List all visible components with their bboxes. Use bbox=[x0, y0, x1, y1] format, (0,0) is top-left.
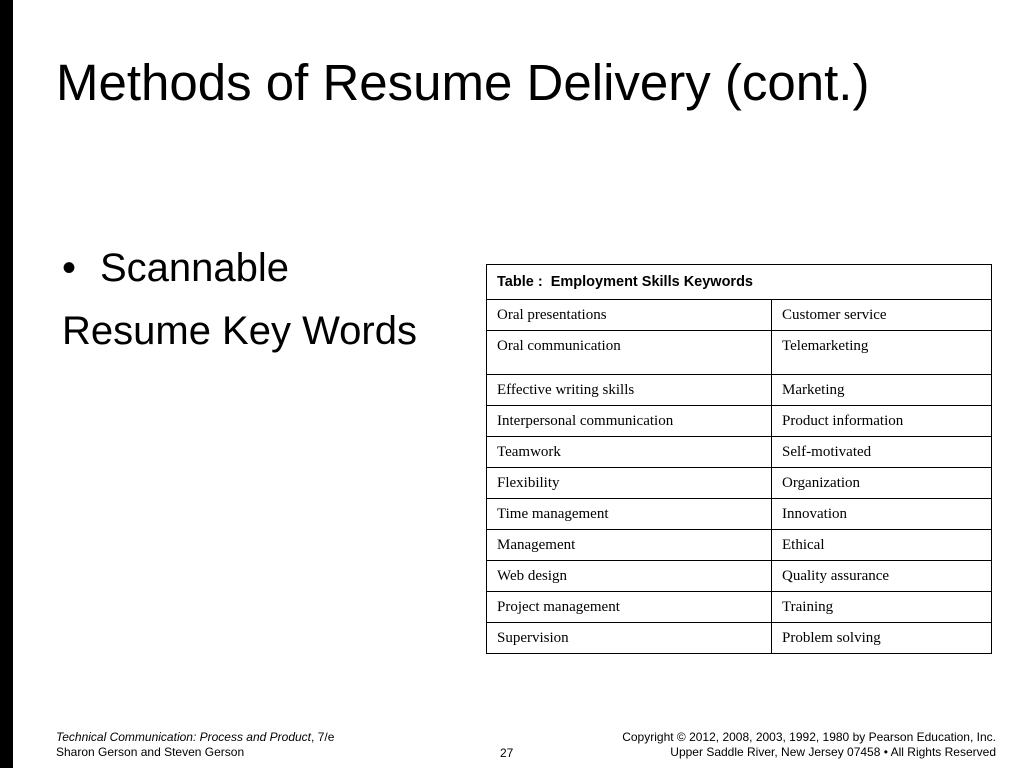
table-cell: Self-motivated bbox=[772, 437, 992, 468]
table-cell: Marketing bbox=[772, 375, 992, 406]
table-row bbox=[487, 499, 992, 530]
table-cell: Management bbox=[487, 530, 772, 561]
page-number: 27 bbox=[500, 746, 514, 760]
footer-book-title: Technical Communication: Process and Product bbox=[56, 730, 312, 744]
table-cell: Quality assurance bbox=[772, 561, 992, 592]
subheading: Resume Key Words bbox=[62, 309, 417, 353]
table-cell: Product information bbox=[772, 406, 992, 437]
table-cell: Organization bbox=[772, 468, 992, 499]
table-cell: Training bbox=[772, 592, 992, 623]
table-cell: Effective writing skills bbox=[487, 375, 772, 406]
table-caption-title: Employment Skills Keywords bbox=[550, 274, 753, 290]
table-cell: Supervision bbox=[487, 623, 772, 654]
footer-authors: Sharon Gerson and Steven Gerson bbox=[56, 745, 245, 759]
table-cell: Problem solving bbox=[772, 623, 992, 654]
table-cell: Oral presentations bbox=[487, 300, 772, 331]
table-row bbox=[487, 530, 992, 561]
table-cell: Interpersonal communication bbox=[487, 406, 772, 437]
table-cell: Telemarketing bbox=[772, 331, 992, 375]
table-row bbox=[487, 331, 992, 375]
table-caption-label: Table bbox=[497, 274, 534, 290]
keywords-table bbox=[486, 264, 992, 654]
bullet-item bbox=[62, 244, 289, 292]
table-row bbox=[487, 406, 992, 437]
table-cell: Project management bbox=[487, 592, 772, 623]
table-row bbox=[487, 437, 992, 468]
bullet-marker: • bbox=[62, 246, 77, 290]
footer-book-info bbox=[56, 730, 334, 760]
table-cell: Web design bbox=[487, 561, 772, 592]
table-cell: Oral communication bbox=[487, 331, 772, 375]
table-row bbox=[487, 468, 992, 499]
bullet-text: Scannable bbox=[100, 246, 290, 290]
table-caption bbox=[487, 265, 992, 300]
table-cell: Ethical bbox=[772, 530, 992, 561]
footer-edition: , 7/e bbox=[311, 730, 335, 744]
table-row bbox=[487, 623, 992, 654]
footer-address: Upper Saddle River, New Jersey 07458 • All Rights Reserved bbox=[670, 745, 996, 759]
table-cell: Teamwork bbox=[487, 437, 772, 468]
table-row bbox=[487, 375, 992, 406]
table-cell: Customer service bbox=[772, 300, 992, 331]
table-row bbox=[487, 300, 992, 331]
table-row bbox=[487, 592, 992, 623]
left-edge-bar bbox=[0, 0, 13, 768]
footer-copyright: Copyright © 2012, 2008, 2003, 1992, 1980 by Pearson Education, Inc. bbox=[622, 730, 996, 744]
table-cell: Time management bbox=[487, 499, 772, 530]
slide-title: Methods of Resume Delivery (cont.) bbox=[56, 54, 870, 111]
footer-copyright-block bbox=[622, 730, 996, 760]
table-caption-separator: : bbox=[537, 274, 543, 290]
table-cell: Innovation bbox=[772, 499, 992, 530]
table-cell: Flexibility bbox=[487, 468, 772, 499]
table-row bbox=[487, 561, 992, 592]
